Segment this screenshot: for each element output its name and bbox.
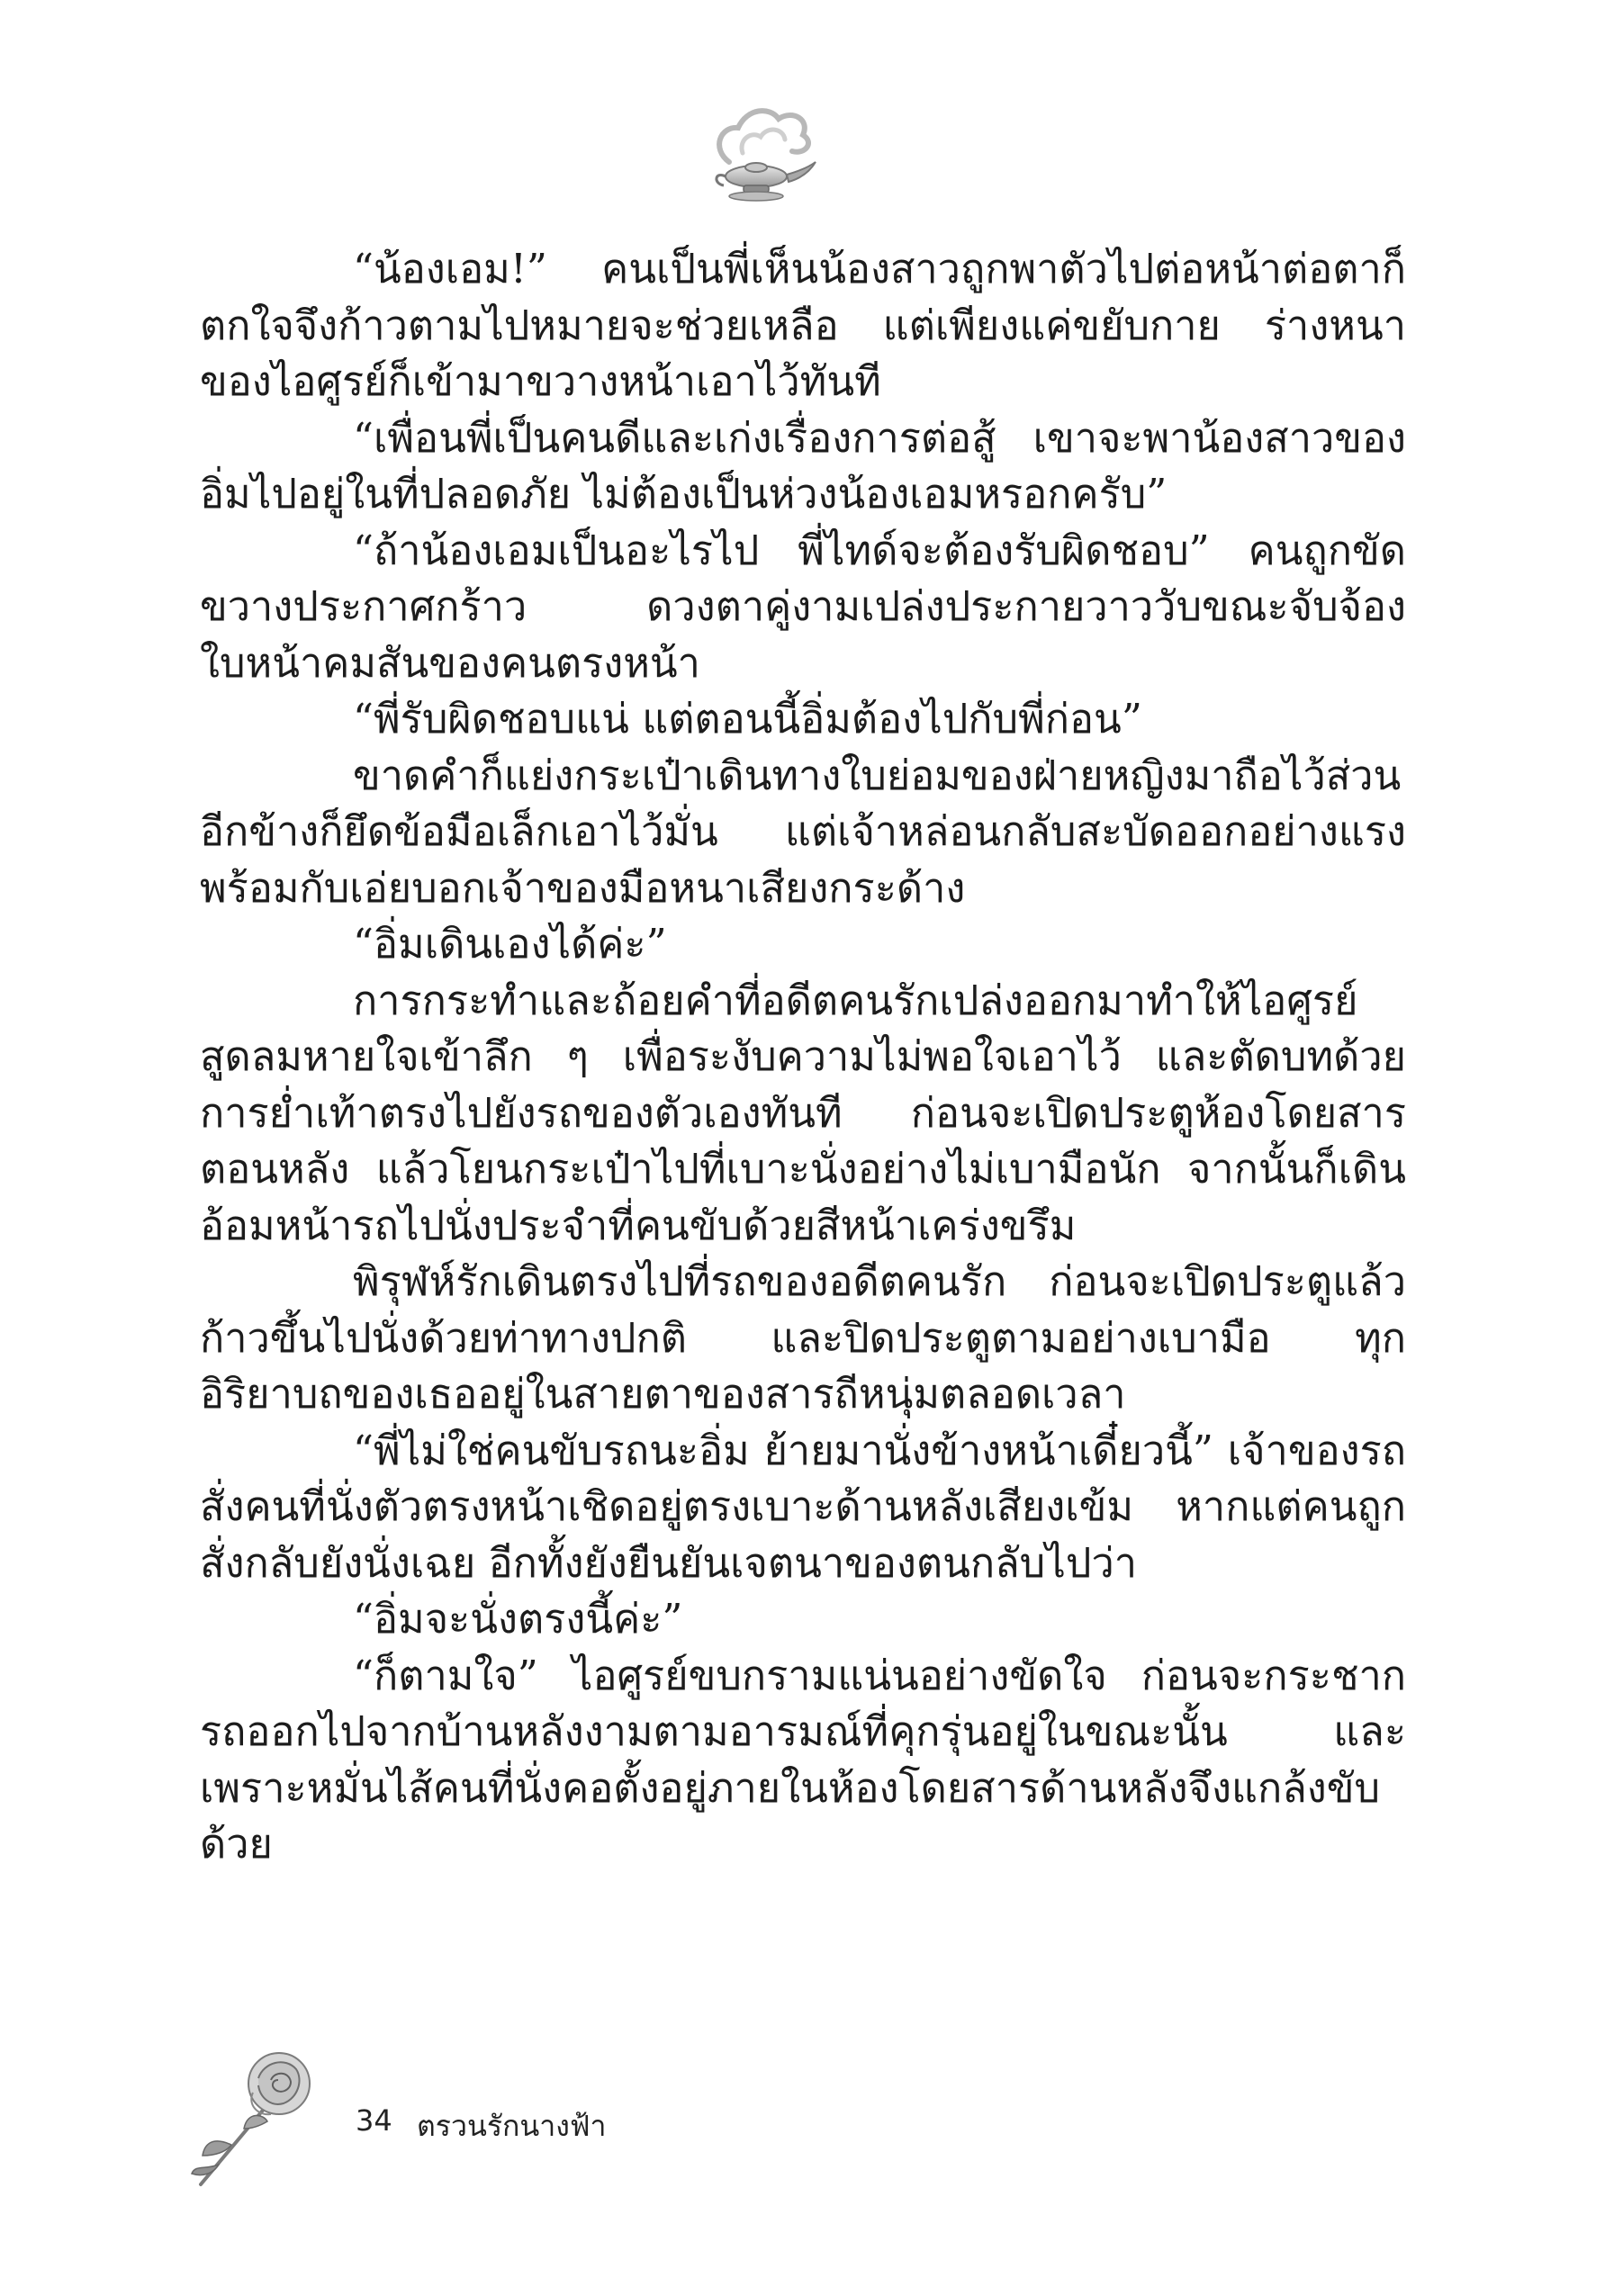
paragraph: การกระทำและถ้อยคำที่อดีตคนรักเปล่งออกมาทำให้ไอศูรย์สูดลมหายใจเข้าลึก ๆ เพื่อระงับความไม่พอใจเอาไว้ และตัดบทด้วยการย่ำเท้าตรงไปยังรถของตัวเองทันที ก่อนจะเปิดประตูห้องโดยสารตอนหลัง แล้วโยนกระเป๋าไปที่เบาะนั่งอย่างไม่เบามือนัก จากนั้นก็เดินอ้อมหน้ารถไปนั่งประจำที่คนขับด้วยสีหน้าเคร่งขรึม xyxy=(200,976,1406,1249)
paragraph: “อิ่มเดินเองได้ค่ะ” xyxy=(353,920,667,968)
page-footer xyxy=(185,2039,725,2192)
paragraph: “ก็ตามใจ” ไอศูรย์ขบกรามแน่นอย่างขัดใจ ก่อนจะกระชากรถออกไปจากบ้านหลังงามตามอารมณ์ที่คุกรุ่นอยู่ในขณะนั้น และเพราะหมั่นไส้คนที่นั่งคอตั้งอยู่ภายในห้องโดยสารด้านหลังจึงแกล้งขับด้วย xyxy=(200,1651,1406,1868)
paragraph: “น้องเอม!” คนเป็นพี่เห็นน้องสาวถูกพาตัวไปต่อหน้าต่อตาก็ตกใจจึงก้าวตามไปหมายจะช่วยเหลือ แต่เพียงแค่ขยับกาย ร่างหนาของไอศูรย์ก็เข้ามาขวางหน้าเอาไว้ทันที xyxy=(200,245,1406,405)
rose-icon xyxy=(185,2039,329,2192)
paragraph: “อิ่มจะนั่งตรงนี้ค่ะ” xyxy=(353,1595,683,1643)
book-title: ตรวนรักนางฟ้า xyxy=(417,2109,607,2143)
paragraph: “พี่รับผิดชอบแน่ แต่ตอนนี้อิ่มต้องไปกับพี่ก่อน” xyxy=(353,695,1142,743)
paragraph: พิรุฬห์รักเดินตรงไปที่รถของอดีตคนรัก ก่อนจะเปิดประตูแล้วก้าวขึ้นไปนั่งด้วยท่าทางปกติ และปิดประตูตามอย่างเบามือ ทุกอิริยาบถของเธออยู่ในสายตาของสารถีหนุ่มตลอดเวลา xyxy=(200,1257,1406,1418)
paragraph: “เพื่อนพี่เป็นคนดีและเก่งเรื่องการต่อสู้ เขาจะพาน้องสาวของอิ่มไปอยู่ในที่ปลอดภัย ไม่ต้องเป็นห่วงน้องเอมหรอกครับ” xyxy=(200,413,1406,518)
paragraph: ขาดคำก็แย่งกระเป๋าเดินทางใบย่อมของฝ่ายหญิงมาถือไว้ส่วนอีกข้างก็ยึดข้อมือเล็กเอาไว้มั่น แต่เจ้าหล่อนกลับสะบัดออกอย่างแรงพร้อมกับเอ่ยบอกเจ้าของมือหนาเสียงกระด้าง xyxy=(200,751,1406,912)
page-number: 34 xyxy=(356,2103,392,2138)
body-text xyxy=(200,241,1406,1873)
paragraph: “ถ้าน้องเอมเป็นอะไรไป พี่ไทด์จะต้องรับผิดชอบ” คนถูกขัดขวางประกาศกร้าว ดวงตาคู่งามเปล่งประกายวาววับขณะจับจ้องใบหน้าคมสันของคนตรงหน้า xyxy=(200,526,1406,687)
paragraph: “พี่ไม่ใช่คนขับรถนะอิ่ม ย้ายมานั่งข้างหน้าเดี๋ยวนี้” เจ้าของรถสั่งคนที่นั่งตัวตรงหน้าเชิดอยู่ตรงเบาะด้านหลังเสียงเข้ม หากแต่คนถูกสั่งกลับยังนั่งเฉย อีกทั้งยังยืนยันเจตนาของตนกลับไปว่า xyxy=(200,1426,1406,1587)
genie-lamp-icon xyxy=(702,99,819,207)
